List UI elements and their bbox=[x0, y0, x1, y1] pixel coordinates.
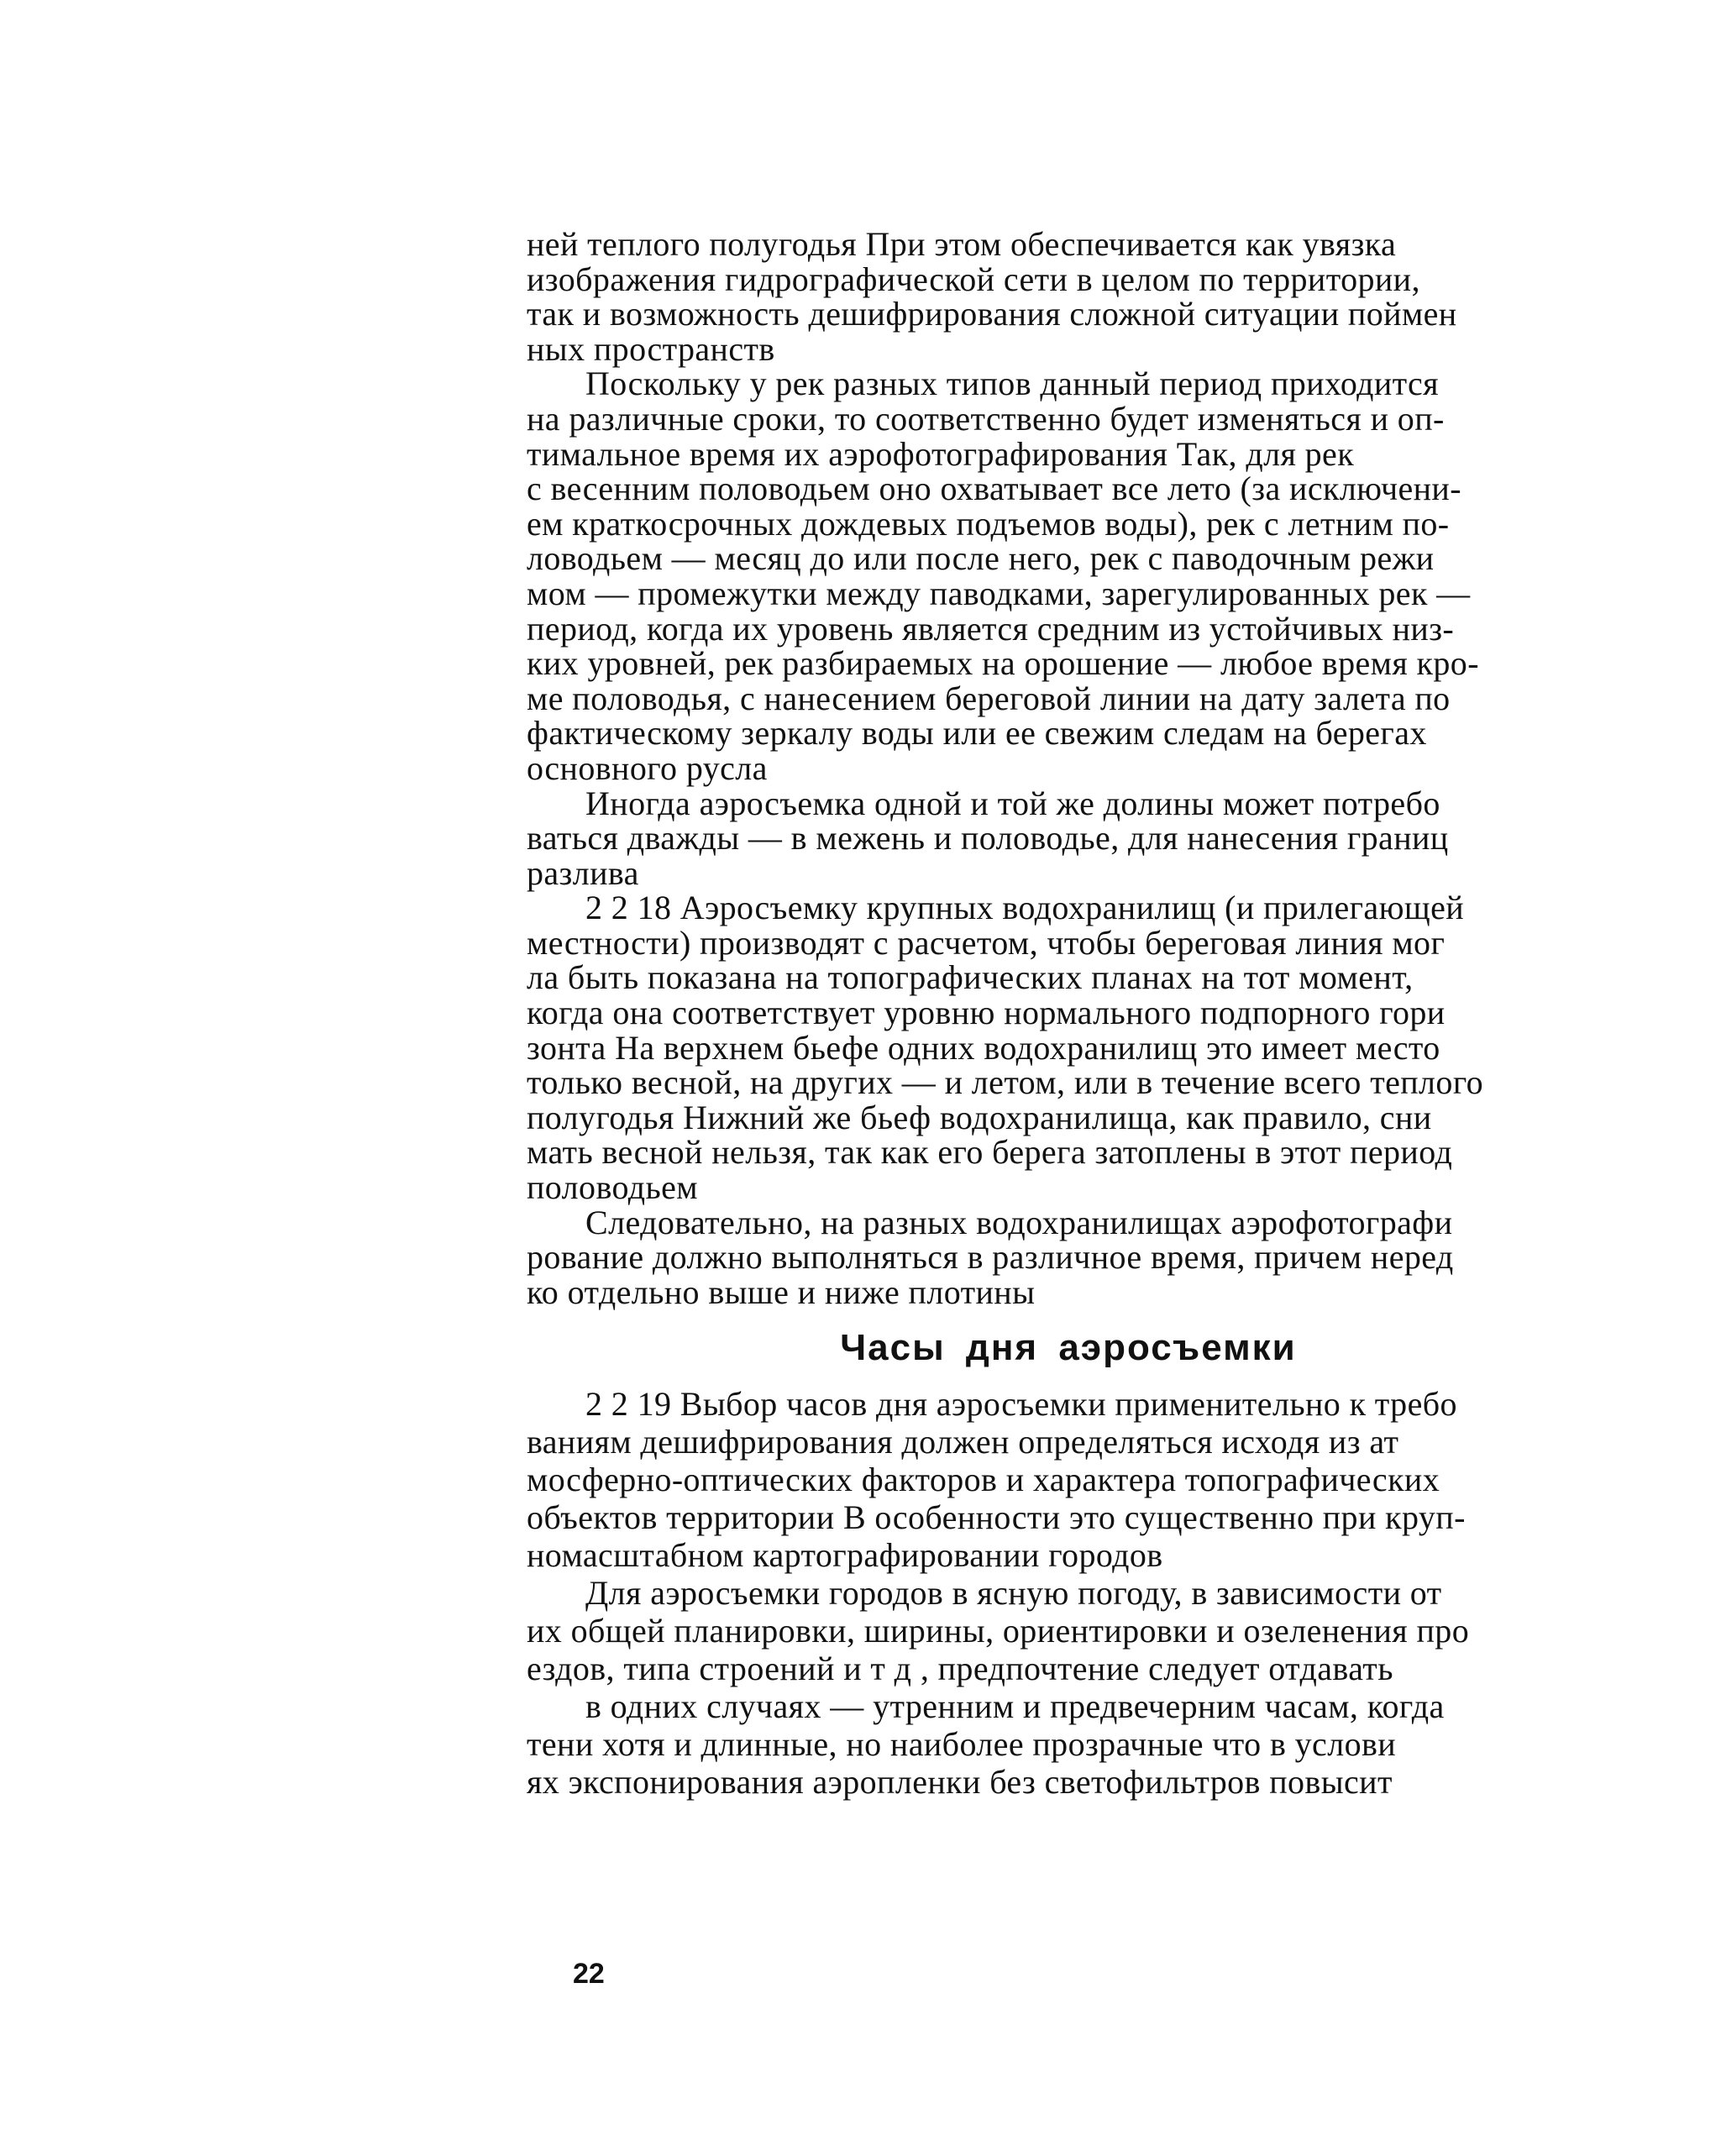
paragraph-city-survey: Для аэросъемки городов в ясную погоду, в зависимости от их общей планировки, ширины, ориентировки и озеленения про ездов, типа строений и т д , предпочтение следует отдавать bbox=[527, 1574, 1470, 1688]
paragraph-continuation: ней теплого полугодья При этом обеспечивается как увязка изображения гидрографической сети в целом по территории, так и возможность дешифрирования сложной ситуации поймен ных пространств bbox=[527, 225, 1457, 368]
page-text-block bbox=[527, 227, 1610, 1801]
section-body bbox=[527, 1385, 1610, 1801]
paragraph-river-periods: Поскольку у рек разных типов данный период приходится на различные сроки, то соответственно будет изменяться и оп- тимальное время их аэрофотографирования Так, для рек с весенним половодьем оно охватывает все лето (за исключени- ем краткосрочных дождевых подъемов воды), рек с летним по- ловодьем — месяц до или после него, рек с паводочным режи мом — промежутки между паводками, зарегулированных рек — период, когда их уровень является средним из устойчивых низ- ких уровней, рек разбираемых на орошение — любое время кро- ме половодья, с нанесением береговой линии на дату залета по фактическому зеркалу воды или ее свежим следам на берегах основного русла bbox=[527, 365, 1479, 787]
paragraph-consequently: Следовательно, на разных водохранилищах аэрофотографи рование должно выполняться в различное время, причем неред ко отдельно выше и ниже плотины bbox=[527, 1203, 1454, 1311]
paragraph-2-2-18-reservoirs: 2 2 18 Аэросъемку крупных водохранилищ (и прилегающей местности) производят с расчетом, чтобы береговая линия мог ла быть показана на топографических планах на тот момент, когда она соответствует уровню нормального подпорного гори зонта На верхнем бьефе одних водохранилищ это имеет место только весной, на других — и летом, или в течение всего теплого полугодья Нижний же бьеф водохранилища, как правило, сни мать весной нельзя, так как его берега затоплены в этот период половодьем bbox=[527, 889, 1484, 1207]
paragraph-2-2-19-hours: 2 2 19 Выбор часов дня аэросъемки применительно к требо ваниям дешифрирования должен определяться исходя из ат мосферно-оптических факторов и характера топографических объектов территории В особенности это существенно при круп- номасштабном картографировании городов bbox=[527, 1385, 1466, 1575]
paragraph-morning-hours: в одних случаях — утренним и предвечерним часам, когда тени хотя и длинные, но наиболее прозрачные что в услови ях экспонирования аэропленки без светофильтров повысит bbox=[527, 1687, 1445, 1802]
page-number: 22 bbox=[573, 1958, 605, 1990]
paragraph-twice-survey: Иногда аэросъемка одной и той же долины может потребо ваться дважды — в межень и половодье, для нанесения границ разлива bbox=[527, 784, 1449, 892]
section-heading: Часы дня аэросъемки bbox=[840, 1327, 1297, 1369]
